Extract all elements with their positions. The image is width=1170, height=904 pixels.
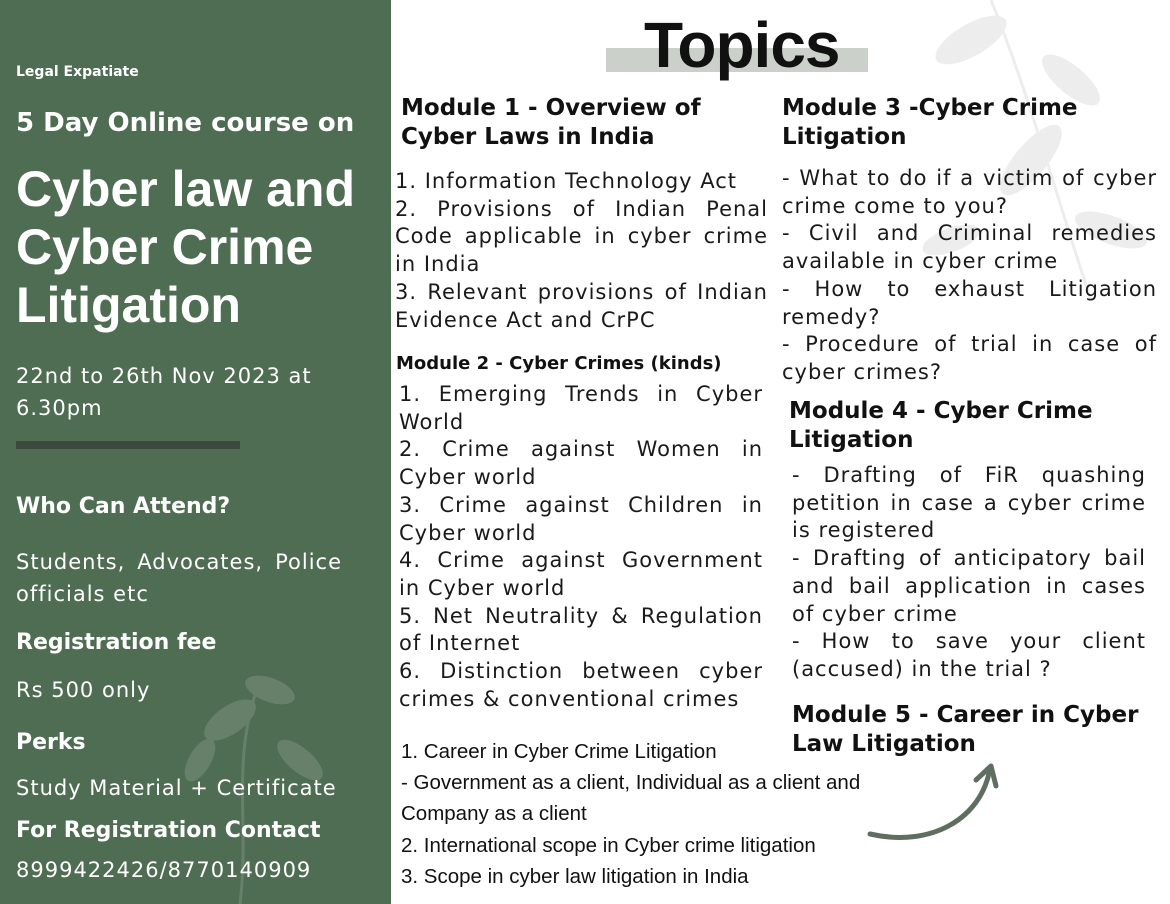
perks-heading: Perks xyxy=(16,730,86,755)
module5-item: 1. Career in Cyber Crime Litigation xyxy=(401,740,717,763)
module1-item: 2. Provisions of Indian Penal Code applicable in cyber crime in India xyxy=(395,196,768,277)
module3-list xyxy=(782,165,1157,387)
fee-text: Rs 500 only xyxy=(16,678,151,702)
module4-item: - Drafting of FiR quashing petition in case a cyber crime is registered xyxy=(792,463,1146,543)
who-text: Students, Advocates, Police officials etc xyxy=(16,550,342,606)
module4-item: - Drafting of anticipatory bail and bail application in cases of cyber crime xyxy=(792,546,1146,626)
module3-item: - How to exhaust Litigation remedy? xyxy=(782,276,1157,329)
contact-phone: 8999422426/8770140909 xyxy=(16,858,312,882)
contact-heading: For Registration Contact xyxy=(16,818,321,843)
module3-item: - Procedure of trial in case of cyber crimes? xyxy=(782,332,1157,384)
module3-item: - What to do if a victim of cyber crime come to you? xyxy=(782,166,1157,218)
module2-list xyxy=(399,381,763,713)
course-date: 22nd to 26th Nov 2023 at 6.30pm xyxy=(16,364,312,420)
module2-item: 1. Emerging Trends in Cyber World xyxy=(399,382,763,434)
brand-name: Legal Expatiate xyxy=(16,64,139,80)
module2-heading: Module 2 - Cyber Crimes (kinds) xyxy=(396,353,722,374)
module2-item: 6. Distinction between cyber crimes & conventional crimes xyxy=(399,659,763,711)
curved-arrow-icon xyxy=(862,758,1012,848)
module3-heading: Module 3 -Cyber Crime Litigation xyxy=(782,95,1078,150)
course-title: Cyber law and Cyber Crime Litigation xyxy=(16,161,355,333)
module5-item: 2. International scope in Cyber crime litigation xyxy=(401,833,816,857)
module1-item: 3. Relevant provisions of Indian Evidence Act and CrPC xyxy=(395,279,768,332)
module4-heading: Module 4 - Cyber Crime Litigation xyxy=(789,398,1093,453)
who-heading: Who Can Attend? xyxy=(16,494,231,519)
info-panel xyxy=(0,0,391,904)
perks-text: Study Material + Certificate xyxy=(16,776,337,800)
module5-list xyxy=(401,736,921,892)
module1-heading: Module 1 - Overview of Cyber Laws in India xyxy=(401,95,701,150)
module2-item: 5. Net Neutrality & Regulation of Internet xyxy=(399,603,763,656)
module4-list xyxy=(792,462,1146,684)
module1-item: 1. Information Technology Act xyxy=(395,169,738,193)
topics-title: Topics xyxy=(644,9,840,81)
fee-heading: Registration fee xyxy=(16,630,217,655)
module5-item: - Government as a client, Individual as a client and Company as a client xyxy=(401,771,861,826)
module5-item: 3. Scope in cyber law litigation in India xyxy=(401,864,749,888)
module2-item: 2. Crime against Women in Cyber world xyxy=(399,437,763,490)
module1-list xyxy=(395,168,768,334)
module2-item: 4. Crime against Government in Cyber world xyxy=(399,548,763,600)
module2-item: 3. Crime against Children in Cyber world xyxy=(399,492,763,545)
module3-item: - Civil and Criminal remedies available in cyber crime xyxy=(782,221,1157,274)
module5-heading: Module 5 - Career in Cyber Law Litigation xyxy=(792,702,1139,757)
divider xyxy=(16,441,240,449)
course-subtitle: 5 Day Online course on xyxy=(16,108,355,138)
module4-item: - How to save your client (accused) in the trial ? xyxy=(792,629,1146,681)
